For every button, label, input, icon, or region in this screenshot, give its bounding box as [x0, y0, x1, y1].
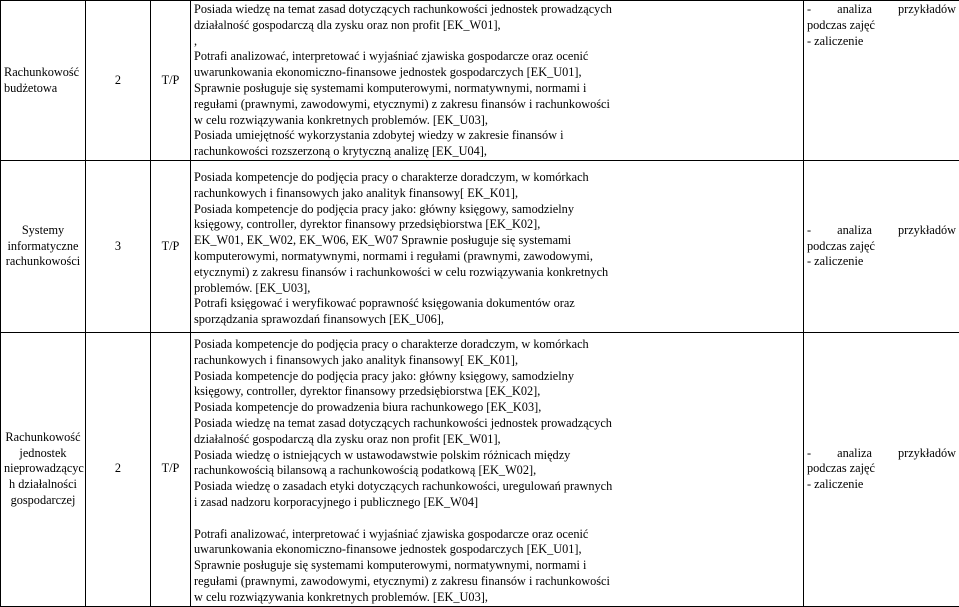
method-line: - analiza przykładów	[807, 446, 956, 462]
course-name-line: budżetowa	[4, 81, 82, 97]
effect-line: etycznymi) z zakresu finansów i rachunkowości w celu rozwiązywania konkretnych	[194, 265, 800, 281]
effect-line: Posiada kompetencje do podjęcia pracy o charakterze doradczym, w komórkach	[194, 170, 800, 186]
effect-line: Potrafi analizować, interpretować i wyjaśniać zjawiska gospodarcze oraz ocenić	[194, 527, 800, 543]
effect-line: Posiada kompetencje do prowadzenia biura rachunkowego [EK_K03],	[194, 400, 800, 416]
course-name-line: informatyczne	[4, 239, 82, 255]
effect-line: działalność gospodarczą dla zysku oraz non profit [EK_W01],	[194, 18, 800, 34]
learning-effects-cell	[191, 160, 804, 332]
method-line: podczas zajęć	[807, 461, 956, 477]
form-cell	[151, 332, 191, 606]
effect-line: sporządzania sprawozdań finansowych [EK_U06],	[194, 312, 800, 328]
effect-line: uwarunkowania ekonomiczno-finansowe jednostek gospodarczych [EK_U01],	[194, 542, 800, 558]
table-row	[1, 332, 959, 606]
effect-line: Sprawnie posługuje się systemami komputerowymi, normatywnymi, normami i	[194, 81, 800, 97]
form-value: T/P	[162, 461, 180, 475]
learning-effects-cell	[191, 332, 804, 606]
course-name-line: Rachunkowość	[4, 430, 82, 446]
course-name-line: jednostek	[4, 446, 82, 462]
semester-cell	[86, 1, 151, 161]
effect-line: regułami (prawnymi, zawodowymi, etycznymi) z zakresu finansów i rachunkowości	[194, 574, 800, 590]
effect-line: rachunkowych i finansowych jako analityk finansowy[ EK_K01],	[194, 353, 800, 369]
effect-line: ,	[194, 34, 800, 50]
semester-value: 3	[115, 239, 121, 253]
method-line: - zaliczenie	[807, 34, 956, 50]
course-name-line: Rachunkowość	[4, 65, 82, 81]
effect-line: księgowy, controller, dyrektor finansowy przedsiębiorstwa [EK_K02],	[194, 384, 800, 400]
form-value: T/P	[162, 239, 180, 253]
table-row	[1, 1, 959, 161]
effect-line: Posiada wiedzę na temat zasad dotyczących rachunkowości jednostek prowadzących	[194, 416, 800, 432]
effect-line: działalność gospodarczą dla zysku oraz non profit [EK_W01],	[194, 432, 800, 448]
course-name-line: h działalności	[4, 477, 82, 493]
course-name-cell	[1, 332, 86, 606]
effect-line: Posiada kompetencje do podjęcia pracy jako: główny księgowy, samodzielny	[194, 202, 800, 218]
course-name-cell	[1, 1, 86, 161]
learning-effects-cell	[191, 1, 804, 161]
form-cell	[151, 1, 191, 161]
effect-line: rachunkowości rozszerzoną o krytyczną analizę [EK_U04],	[194, 144, 800, 160]
course-name-line: gospodarczej	[4, 493, 82, 509]
effect-line: komputerowymi, normatywnymi, normami i regułami (prawnymi, zawodowymi,	[194, 249, 800, 265]
course-name-cell	[1, 160, 86, 332]
effect-line: Sprawnie posługuje się systemami komputerowymi, normatywnymi, normami i	[194, 558, 800, 574]
effect-line: księgowy, controller, dyrektor finansowy przedsiębiorstwa [EK_K02],	[194, 217, 800, 233]
effect-line: Posiada wiedzę o istniejących w ustawodawstwie polskim różnicach między	[194, 448, 800, 464]
effect-line: Posiada kompetencje do podjęcia pracy o charakterze doradczym, w komórkach	[194, 337, 800, 353]
verification-method-cell	[804, 332, 959, 606]
effect-line: Posiada umiejętność wykorzystania zdobytej wiedzy w zakresie finansów i	[194, 128, 800, 144]
semester-value: 2	[115, 461, 121, 475]
method-line: - analiza przykładów	[807, 2, 956, 18]
effect-line: Posiada wiedzę o zasadach etyki dotyczących rachunkowości, uregulowań prawnych	[194, 479, 800, 495]
effect-line: EK_W01, EK_W02, EK_W06, EK_W07 Sprawnie posługuje się systemami	[194, 233, 800, 249]
verification-method-cell	[804, 160, 959, 332]
semester-cell	[86, 332, 151, 606]
effect-line: Posiada kompetencje do podjęcia pracy jako: główny księgowy, samodzielny	[194, 369, 800, 385]
effect-line: Posiada wiedzę na temat zasad dotyczących rachunkowości jednostek prowadzących	[194, 2, 800, 18]
effect-line: w celu rozwiązywania konkretnych problemów. [EK_U03],	[194, 590, 800, 606]
form-cell	[151, 160, 191, 332]
form-value: T/P	[162, 73, 180, 87]
course-name-line: nieprowadzącyc	[4, 461, 82, 477]
effect-line: uwarunkowania ekonomiczno-finansowe jednostek gospodarczych [EK_U01],	[194, 65, 800, 81]
effect-line: rachunkowością bilansową a rachunkowością podatkową [EK_W02],	[194, 463, 800, 479]
effect-line: problemów. [EK_U03],	[194, 281, 800, 297]
effect-line: Potrafi analizować, interpretować i wyjaśniać zjawiska gospodarcze oraz ocenić	[194, 49, 800, 65]
method-line: - zaliczenie	[807, 477, 956, 493]
effect-line: Potrafi księgować i weryfikować poprawność księgowania dokumentów oraz	[194, 296, 800, 312]
method-line: podczas zajęć	[807, 18, 956, 34]
semester-cell	[86, 160, 151, 332]
course-name-line: Systemy	[4, 223, 82, 239]
effect-line: regułami (prawnymi, zawodowymi, etycznymi) z zakresu finansów i rachunkowości	[194, 97, 800, 113]
method-line: - zaliczenie	[807, 254, 956, 270]
table-row	[1, 160, 959, 332]
course-name-line: rachunkowości	[4, 254, 82, 270]
method-line: - analiza przykładów	[807, 223, 956, 239]
blank-line	[194, 511, 800, 527]
method-line: podczas zajęć	[807, 239, 956, 255]
effect-line: i zasad nadzoru korporacyjnego i publicznego [EK_W04]	[194, 495, 800, 511]
effect-line: w celu rozwiązywania konkretnych problemów. [EK_U03],	[194, 113, 800, 129]
effect-line: rachunkowych i finansowych jako analityk finansowy[ EK_K01],	[194, 186, 800, 202]
semester-value: 2	[115, 73, 121, 87]
verification-method-cell	[804, 1, 959, 161]
